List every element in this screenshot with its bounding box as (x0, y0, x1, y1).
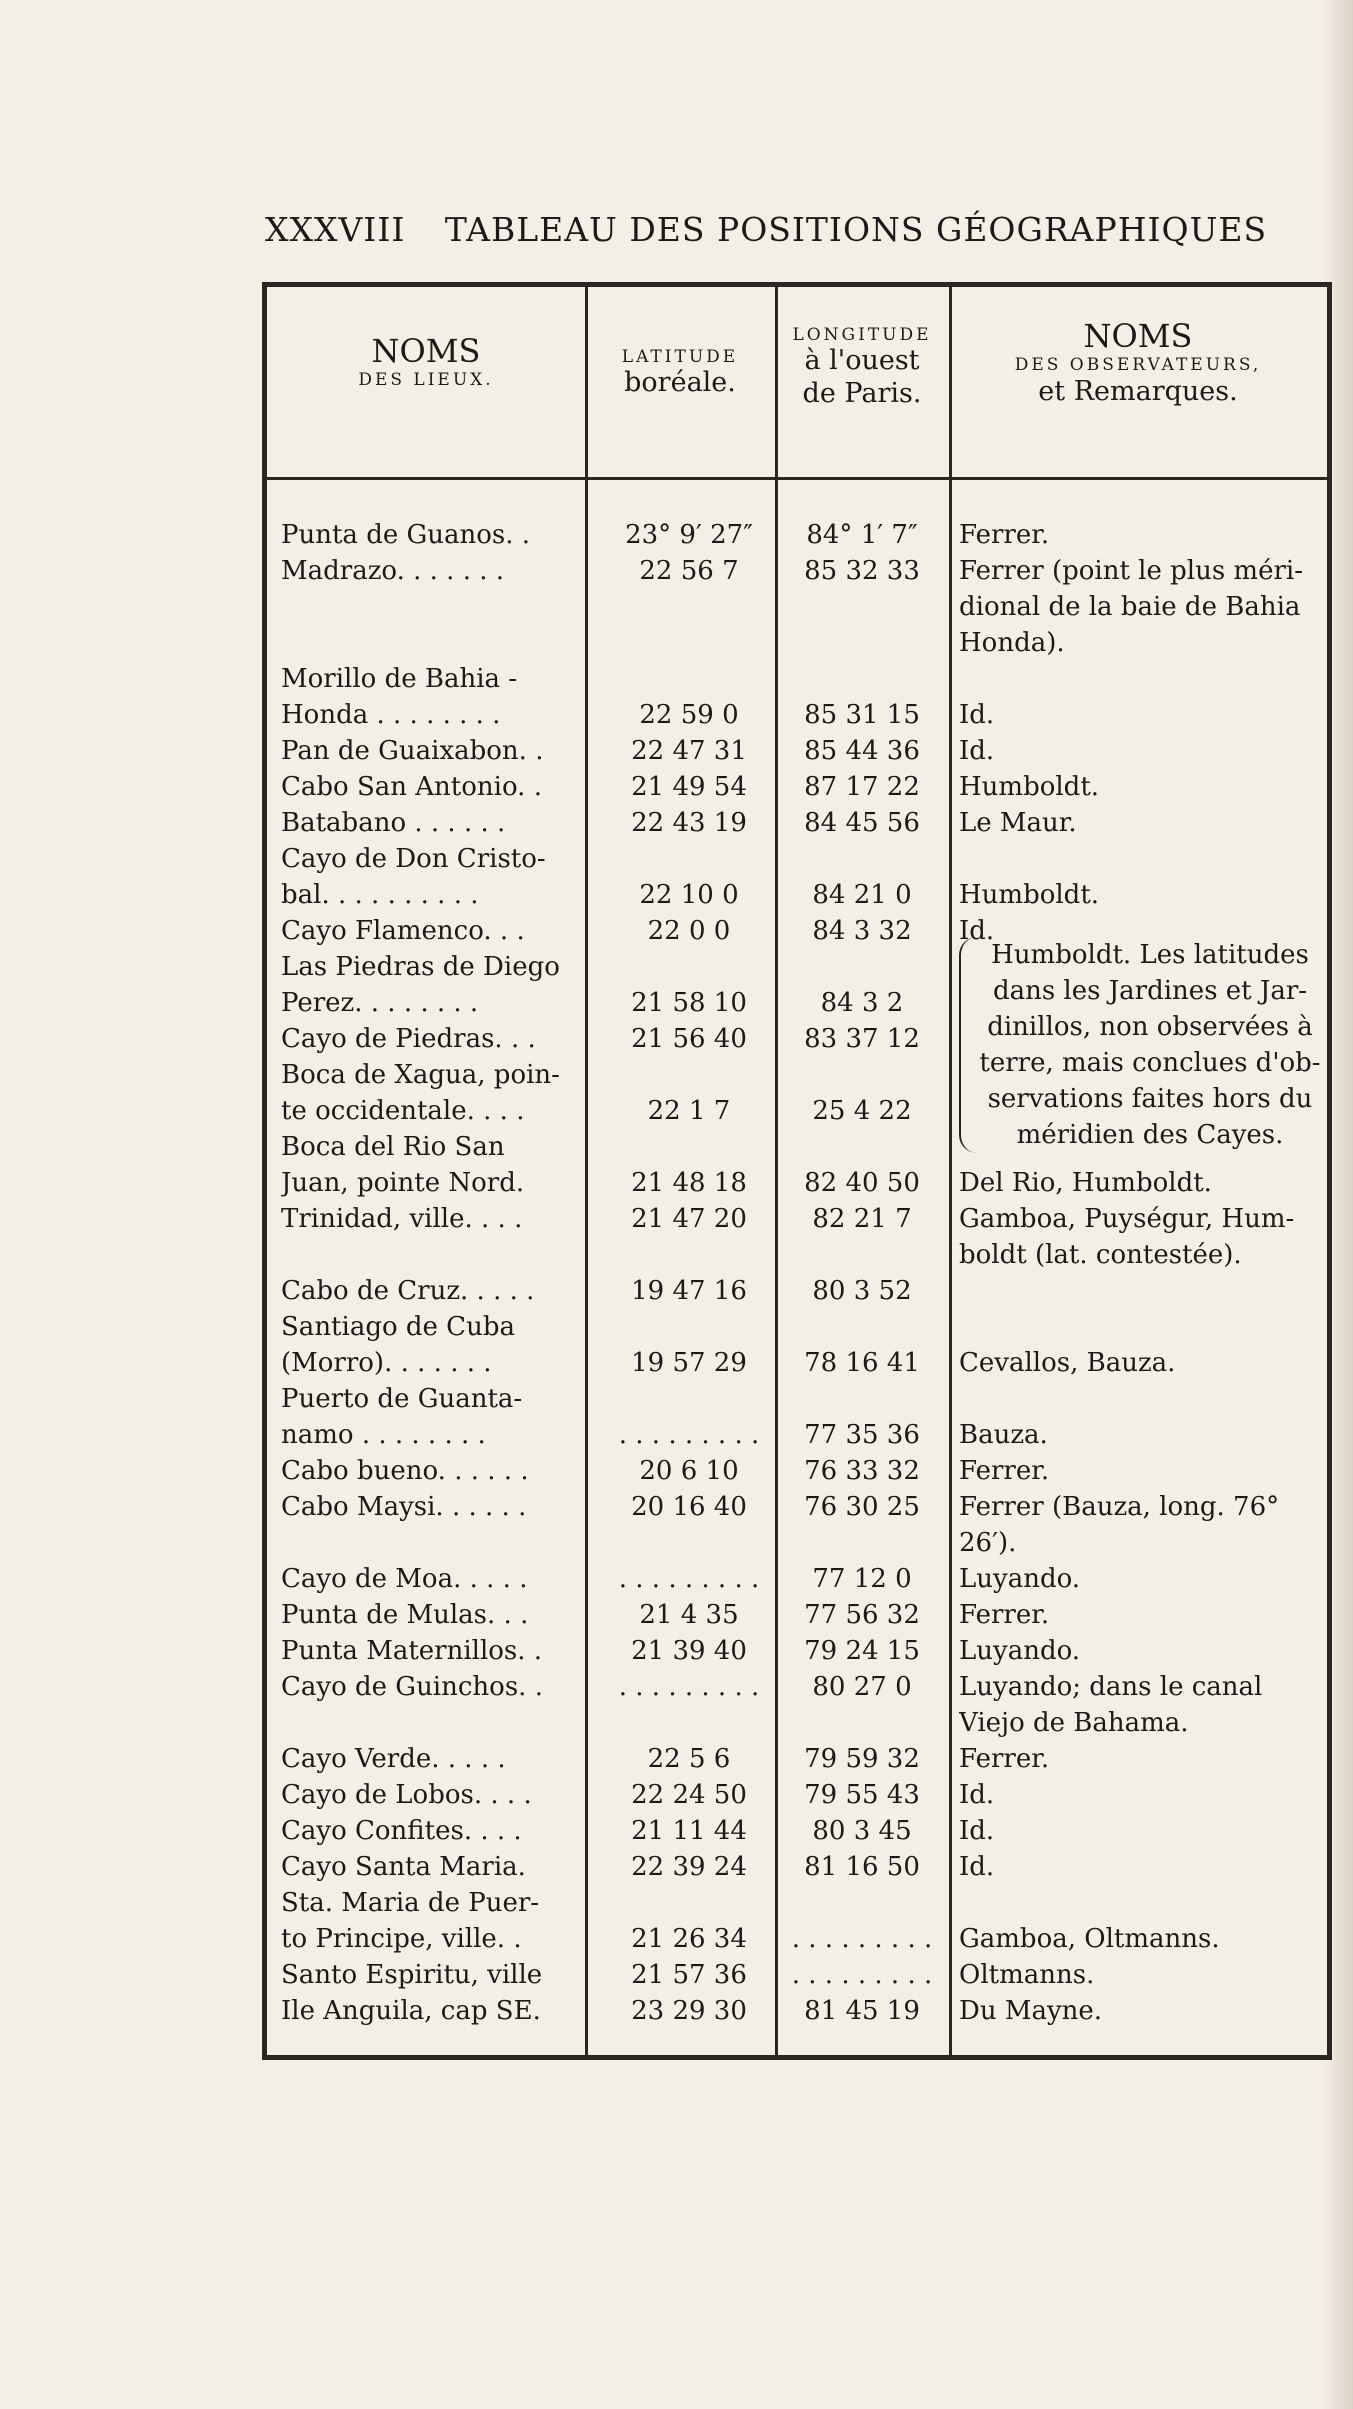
observer-remark (959, 1777, 1329, 1813)
header-latitude-title: LATITUDE (621, 347, 739, 367)
observer-remark-line: Honda). (959, 628, 1065, 658)
place-name-line: Cayo de Piedras. . . (281, 1024, 536, 1054)
table-row (267, 1309, 1327, 1381)
longitude-value: 76 30 25 (804, 1492, 920, 1522)
brace-note-line: dinillos, non observées à (987, 1012, 1313, 1042)
place-name-line: to Principe, ville. . (281, 1924, 522, 1954)
place-name (281, 769, 581, 805)
latitude-value: 23 29 30 (631, 1996, 747, 2026)
observer-remark-line: Bauza. (959, 1420, 1048, 1450)
observer-remark-line: dional de la baie de Bahia (959, 592, 1301, 622)
latitude-value: . . . . . . . . . (618, 1420, 760, 1450)
longitude-value: 78 16 41 (804, 1348, 920, 1378)
place-name-line: namo . . . . . . . . (281, 1420, 486, 1450)
brace-note (959, 937, 1329, 1153)
observer-remark-line: Cevallos, Bauza. (959, 1348, 1176, 1378)
place-name (281, 1993, 581, 2029)
place-name-line: Cabo San Antonio. . (281, 772, 542, 802)
observer-remark (959, 1741, 1329, 1777)
place-name (281, 1813, 581, 1849)
place-name-line: Boca de Xagua, poin- (281, 1060, 560, 1090)
coordinates-table (262, 282, 1332, 2060)
latitude-value: . . . . . . . . . (618, 1672, 760, 1702)
latitude-value: 21 47 20 (631, 1204, 747, 1234)
place-name (281, 1453, 581, 1489)
place-name (281, 1957, 581, 1993)
latitude-value: 23° 9′ 27″ (625, 520, 753, 550)
place-name-line: Morillo de Bahia - (281, 664, 518, 694)
header-latitude-line2: boréale. (624, 367, 736, 399)
observer-remark-line: Ferrer. (959, 1456, 1050, 1486)
place-name (281, 1633, 581, 1669)
observer-remark-line: Le Maur. (959, 808, 1077, 838)
place-name (281, 913, 581, 949)
latitude-value: 21 26 34 (631, 1924, 747, 1954)
table-row (267, 1957, 1327, 1993)
latitude-value: 22 56 7 (639, 556, 739, 586)
brace-note-line: Humboldt. Les latitudes (991, 940, 1309, 970)
observer-remark (959, 805, 1329, 841)
observer-remark-line: Id. (959, 916, 995, 946)
observer-remark-line: Id. (959, 1852, 995, 1882)
header-longitude (775, 325, 949, 410)
place-name (281, 1057, 581, 1129)
page-number: XXXVIII (265, 210, 406, 249)
latitude-value: 22 43 19 (631, 808, 747, 838)
table-row (267, 1741, 1327, 1777)
table-row (267, 1993, 1327, 2029)
place-name (281, 1669, 581, 1705)
observer-remark-line: Oltmanns. (959, 1960, 1095, 1990)
table-row (267, 1633, 1327, 1669)
table-row (267, 1381, 1327, 1453)
longitude-value: 85 32 33 (804, 556, 920, 586)
latitude-value: 22 47 31 (631, 736, 747, 766)
place-name-line: Cabo Maysi. . . . . . (281, 1492, 527, 1522)
place-name-line: (Morro). . . . . . . (281, 1348, 492, 1378)
place-name-line: Cayo de Guinchos. . (281, 1672, 543, 1702)
observer-remark (959, 1201, 1329, 1273)
latitude-value: 20 6 10 (639, 1456, 739, 1486)
place-name-line: Santiago de Cuba (281, 1312, 515, 1342)
place-name-line: Punta Maternillos. . (281, 1636, 543, 1666)
table-row (267, 517, 1327, 553)
longitude-value: 80 27 0 (812, 1672, 912, 1702)
latitude-value: 21 11 44 (631, 1816, 747, 1846)
observer-remark (959, 1669, 1329, 1741)
observer-remark-line: Humboldt. (959, 772, 1100, 802)
place-name (281, 1201, 581, 1237)
brace-note-line: servations faites hors du (987, 1084, 1313, 1114)
observer-remark-line: Luyando. (959, 1636, 1081, 1666)
place-name-line: Cabo de Cruz. . . . . (281, 1276, 535, 1306)
place-name (281, 1561, 581, 1597)
place-name-line: Cayo Verde. . . . . (281, 1744, 506, 1774)
longitude-value: 84 3 32 (812, 916, 912, 946)
place-name (281, 1849, 581, 1885)
place-name-line: Cayo de Lobos. . . . (281, 1780, 532, 1810)
brace-note-line: méridien des Cayes. (1016, 1120, 1284, 1150)
place-name-line: Ile Anguila, cap SE. (281, 1996, 541, 2026)
table-row (267, 841, 1327, 913)
place-name-line: Pan de Guaixabon. . (281, 736, 544, 766)
header-places-subtitle: DES LIEUX. (358, 370, 494, 391)
longitude-value: 84 45 56 (804, 808, 920, 838)
longitude-value: 83 37 12 (804, 1024, 920, 1054)
observer-remark (959, 1993, 1329, 2029)
place-name (281, 1021, 581, 1057)
latitude-value: 21 4 35 (639, 1600, 739, 1630)
latitude-value: 21 56 40 (631, 1024, 747, 1054)
latitude-value: 21 39 40 (631, 1636, 747, 1666)
observer-remark-line: Luyando. (959, 1564, 1081, 1594)
running-head (265, 210, 1267, 249)
latitude-value: 20 16 40 (631, 1492, 747, 1522)
longitude-value: 87 17 22 (804, 772, 920, 802)
header-observers (949, 317, 1327, 408)
table-row (267, 1669, 1327, 1741)
observer-remark (959, 1165, 1329, 1201)
place-name (281, 1273, 581, 1309)
place-name-line: Cayo Confites. . . . (281, 1816, 522, 1846)
observer-remark-line: Id. (959, 700, 995, 730)
longitude-value: 81 16 50 (804, 1852, 920, 1882)
observer-remark (959, 697, 1329, 733)
observer-remark (959, 1813, 1329, 1849)
place-name-line: Santo Espiritu, ville (281, 1960, 543, 1990)
place-name-line: Puerto de Guanta- (281, 1384, 523, 1414)
observer-remark-line: Luyando; dans le canal (959, 1672, 1263, 1702)
table-row (267, 1777, 1327, 1813)
header-observers-title: NOMS (1083, 317, 1193, 355)
observer-remark-line: Ferrer. (959, 1744, 1050, 1774)
latitude-value: 19 57 29 (631, 1348, 747, 1378)
latitude-value: . . . . . . . . . (618, 1564, 760, 1594)
observer-remark-line: Gamboa, Puységur, Hum- (959, 1204, 1295, 1234)
header-places-title: NOMS (371, 332, 481, 370)
table-row (267, 1561, 1327, 1597)
place-name-line: Cabo bueno. . . . . . (281, 1456, 529, 1486)
longitude-value: 77 35 36 (804, 1420, 920, 1450)
longitude-value: 85 31 15 (804, 700, 920, 730)
place-name-line: bal. . . . . . . . . . (281, 880, 479, 910)
table-row (267, 1453, 1327, 1489)
place-name-line: Punta de Mulas. . . (281, 1600, 529, 1630)
observer-remark (959, 1849, 1329, 1885)
place-name (281, 517, 581, 553)
place-name-line: Punta de Guanos. . (281, 520, 531, 550)
observer-remark-line: Du Mayne. (959, 1996, 1103, 2026)
table-row (267, 1885, 1327, 1957)
place-name-line: Sta. Maria de Puer- (281, 1888, 540, 1918)
observer-remark-line: Ferrer (Bauza, long. 76° (959, 1492, 1280, 1522)
latitude-value: 22 59 0 (639, 700, 739, 730)
observer-remark (959, 517, 1329, 553)
observer-remark-line: 26′). (959, 1528, 1017, 1558)
longitude-value: 79 59 32 (804, 1744, 920, 1774)
place-name-line: Trinidad, ville. . . . (281, 1204, 523, 1234)
longitude-value: 84° 1′ 7″ (806, 520, 918, 550)
longitude-value: 82 40 50 (804, 1168, 920, 1198)
observer-remark (959, 769, 1329, 805)
place-name-line: Batabano . . . . . . (281, 808, 506, 838)
place-name (281, 1129, 581, 1201)
table-row (267, 1849, 1327, 1885)
longitude-value: 76 33 32 (804, 1456, 920, 1486)
table-row (267, 1489, 1327, 1561)
longitude-value: 79 24 15 (804, 1636, 920, 1666)
header-observers-subtitle: DES OBSERVATEURS, (1014, 355, 1262, 376)
table-row (267, 805, 1327, 841)
longitude-value: 25 4 22 (812, 1096, 912, 1126)
longitude-value: 85 44 36 (804, 736, 920, 766)
latitude-value: 21 48 18 (631, 1168, 747, 1198)
place-name-line: Boca del Rio San (281, 1132, 505, 1162)
latitude-value: 19 47 16 (631, 1276, 747, 1306)
longitude-value: 84 21 0 (812, 880, 912, 910)
observer-remark-line: Id. (959, 736, 995, 766)
place-name (281, 805, 581, 841)
longitude-value: 81 45 19 (804, 1996, 920, 2026)
place-name-line: Cayo de Don Cristo- (281, 844, 546, 874)
header-places (267, 332, 585, 391)
observer-remark (959, 1633, 1329, 1669)
place-name-line: te occidentale. . . . (281, 1096, 525, 1126)
longitude-value: 77 56 32 (804, 1600, 920, 1630)
place-name (281, 1381, 581, 1453)
table-row (267, 769, 1327, 805)
place-name (281, 553, 581, 589)
observer-remark-line: Gamboa, Oltmanns. (959, 1924, 1220, 1954)
header-observers-line3: et Remarques. (1038, 375, 1238, 407)
longitude-value: 80 3 45 (812, 1816, 912, 1846)
header-longitude-title: LONGITUDE (792, 325, 932, 345)
observer-remark-line: Humboldt. (959, 880, 1100, 910)
longitude-value: 80 3 52 (812, 1276, 912, 1306)
observer-remark-line: Del Rio, Humboldt. (959, 1168, 1212, 1198)
place-name (281, 1489, 581, 1525)
header-longitude-line2: à l'ouest (804, 345, 920, 377)
observer-remark-line: boldt (lat. contestée). (959, 1240, 1242, 1270)
place-name-line: Honda . . . . . . . . (281, 700, 501, 730)
table-row (267, 661, 1327, 733)
table-row (267, 1597, 1327, 1633)
observer-remark (959, 1417, 1329, 1453)
latitude-value: 22 0 0 (647, 916, 731, 946)
observer-remark-line: Id. (959, 1816, 995, 1846)
place-name-line: Perez. . . . . . . . (281, 988, 479, 1018)
table-row (267, 733, 1327, 769)
table-row (267, 1201, 1327, 1273)
latitude-value: 22 39 24 (631, 1852, 747, 1882)
brace-note-line: dans les Jardines et Jar- (992, 976, 1308, 1006)
header-longitude-line3: de Paris. (802, 377, 922, 409)
place-name (281, 1885, 581, 1957)
latitude-value: 22 10 0 (639, 880, 739, 910)
place-name (281, 1741, 581, 1777)
place-name-line: Cayo Flamenco. . . (281, 916, 525, 946)
place-name-line: Cayo de Moa. . . . . (281, 1564, 528, 1594)
observer-remark-line: Ferrer (point le plus méri- (959, 556, 1304, 586)
table-row (267, 1273, 1327, 1309)
place-name (281, 949, 581, 1021)
latitude-value: 22 24 50 (631, 1780, 747, 1810)
observer-remark (959, 733, 1329, 769)
place-name (281, 733, 581, 769)
longitude-value: 84 3 2 (820, 988, 904, 1018)
observer-remark (959, 1453, 1329, 1489)
observer-remark (959, 1561, 1329, 1597)
place-name (281, 661, 581, 733)
observer-remark (959, 1345, 1329, 1381)
observer-remark (959, 1597, 1329, 1633)
place-name-line: Cayo Santa Maria. (281, 1852, 526, 1882)
longitude-value: 79 55 43 (804, 1780, 920, 1810)
observer-remark-line: Ferrer. (959, 1600, 1050, 1630)
place-name (281, 1777, 581, 1813)
observer-remark-line: Ferrer. (959, 520, 1050, 550)
longitude-value: 77 12 0 (812, 1564, 912, 1594)
latitude-value: 21 57 36 (631, 1960, 747, 1990)
observer-remark (959, 1957, 1329, 1993)
longitude-value: . . . . . . . . . (791, 1960, 933, 1990)
latitude-value: 21 58 10 (631, 988, 747, 1018)
observer-remark-line: Viejo de Bahama. (959, 1708, 1189, 1738)
place-name-line: Las Piedras de Diego (281, 952, 560, 982)
place-name (281, 841, 581, 913)
header-rule (267, 477, 1327, 480)
latitude-value: 22 1 7 (647, 1096, 731, 1126)
observer-remark (959, 1921, 1329, 1957)
longitude-value: . . . . . . . . . (791, 1924, 933, 1954)
observer-remark (959, 877, 1329, 913)
running-title: TABLEAU DES POSITIONS GÉOGRAPHIQUES (444, 210, 1268, 249)
place-name-line: Madrazo. . . . . . . (281, 556, 505, 586)
place-name (281, 1597, 581, 1633)
latitude-value: 22 5 6 (647, 1744, 731, 1774)
latitude-value: 21 49 54 (631, 772, 747, 802)
table-row (267, 1813, 1327, 1849)
header-latitude (585, 347, 775, 400)
table-row (267, 553, 1327, 661)
observer-remark (959, 553, 1329, 661)
place-name (281, 1309, 581, 1381)
observer-remark (959, 1489, 1329, 1561)
brace-note-line: terre, mais conclues d'ob- (979, 1048, 1321, 1078)
place-name-line: Juan, pointe Nord. (281, 1168, 525, 1198)
observer-remark-line: Id. (959, 1780, 995, 1810)
longitude-value: 82 21 7 (812, 1204, 912, 1234)
